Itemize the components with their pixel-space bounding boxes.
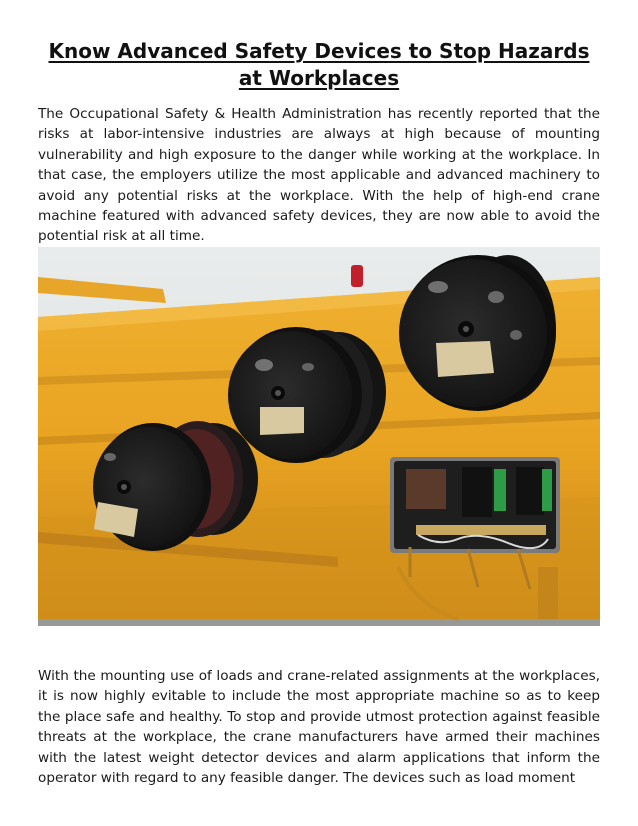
reel-label xyxy=(436,341,494,377)
crane-safety-devices-photo xyxy=(38,247,600,626)
crane-photo-illustration xyxy=(38,247,600,626)
article-title xyxy=(30,38,608,92)
cable-reel-middle xyxy=(228,327,386,463)
body-paragraph: With the mounting use of loads and crane-related assignments at the workplaces, it is now highly evitable to include the most appropriate machine so as to keep the place safe and healthy. To stop and provide utmost protection against feasible threats at the workplace, the crane manufacturers have armed their machines with the latest weight detector devices and alarm applications that inform the operator with regard to any feasible danger. The devices such as load moment xyxy=(38,668,600,787)
reel-label xyxy=(260,407,304,435)
title-line-1: Know Advanced Safety Devices to Stop Hazards xyxy=(48,39,590,63)
intro-paragraph: The Occupational Safety & Health Administration has recently reported that the risks at labor-intensive industries are always at high because of mounting vulnerability and high exposure to the danger while working at the workplace. In that case, the employers utilize the most applicable and advanced machinery to avoid any potential risks at the workplace. With the help of high-end crane machine featured with advanced safety devices, they are now able to avoid the potential risk at all time. xyxy=(38,106,600,245)
cable-reel-top xyxy=(399,255,556,411)
red-hook xyxy=(351,265,363,287)
title-line-2: at Workplaces xyxy=(238,66,400,90)
